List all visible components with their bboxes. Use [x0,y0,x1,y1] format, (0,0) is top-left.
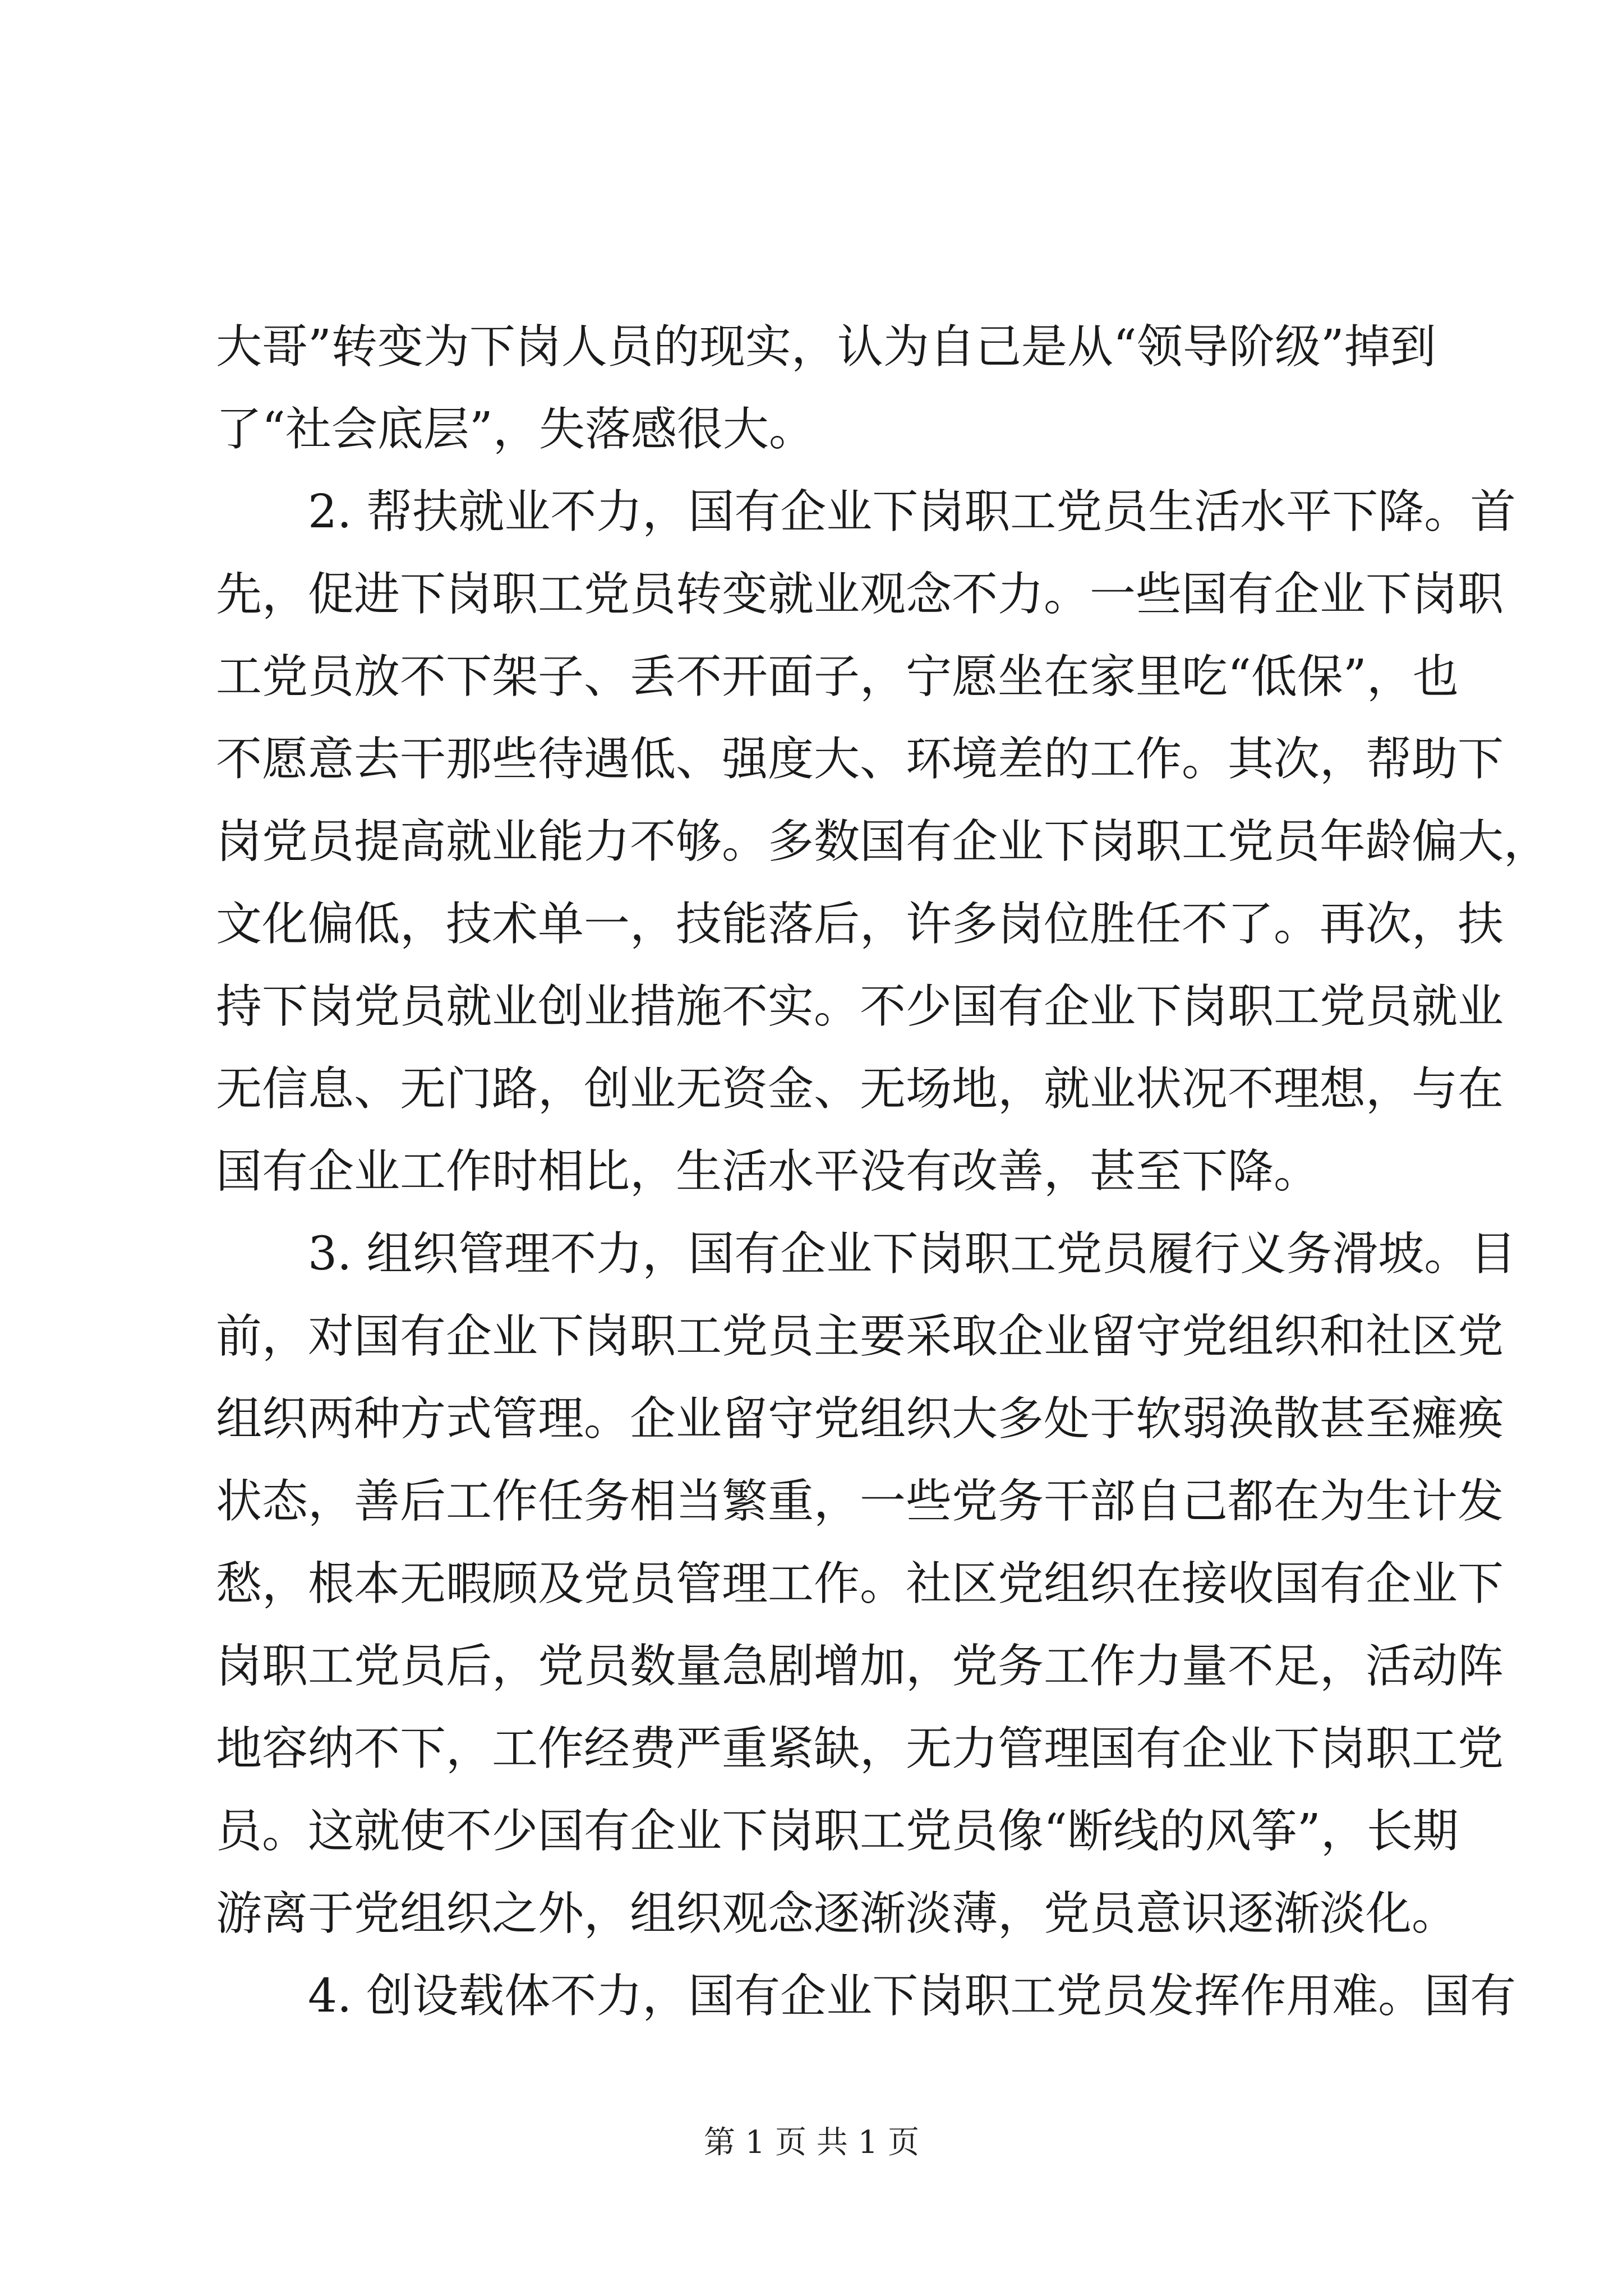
text-line: 员。这就使不少国有企业下岗职工党员像“断线的风筝”，长期 [216,1805,1459,1858]
paragraph-start-line: 4. 创设载体不力，国有企业下岗职工党员发挥作用难。国有 [308,1970,1516,2023]
text-line: 不愿意去干那些待遇低、强度大、环境差的工作。其次，帮助下 [216,733,1504,786]
document-body [216,306,1550,2037]
paragraph-start-line: 3. 组织管理不力，国有企业下岗职工党员履行义务滑坡。目 [308,1227,1516,1281]
text-line: 游离于党组织之外，组织观念逐渐淡薄，党员意识逐渐淡化。 [216,1887,1458,1940]
page-footer [0,2123,1623,2162]
text-line: 愁，根本无暇顾及党员管理工作。社区党组织在接收国有企业下 [216,1557,1504,1611]
text-line: 前，对国有企业下岗职工党员主要采取企业留守党组织和社区党 [216,1310,1504,1363]
text-line: 持下岗党员就业创业措施不实。不少国有企业下岗职工党员就业 [216,980,1504,1033]
text-line: 工党员放不下架子、丢不开面子，宁愿坐在家里吃“低保”，也 [216,650,1459,703]
text-line: 文化偏低，技术单一，技能落后，许多岗位胜任不了。再次，扶 [216,898,1504,951]
text-line: 岗党员提高就业能力不够。多数国有企业下岗职工党员年龄偏大， [216,815,1550,868]
paragraph-start-line: 2. 帮扶就业不力，国有企业下岗职工党员生活水平下降。首 [308,485,1516,539]
text-line: 了“社会底层”，失落感很大。 [216,403,815,456]
text-line: 状态，善后工作任务相当繁重，一些党务干部自己都在为生计发 [216,1475,1504,1528]
text-line: 无信息、无门路，创业无资金、无场地，就业状况不理想，与在 [216,1062,1504,1116]
text-line: 先，促进下岗职工党员转变就业观念不力。一些国有企业下岗职 [216,568,1504,621]
page-number-label: 第 1 页 共 1 页 [703,2124,920,2161]
text-line: 岗职工党员后，党员数量急剧增加，党务工作力量不足，活动阵 [216,1640,1504,1693]
text-line: 组织两种方式管理。企业留守党组织大多处于软弱涣散甚至瘫痪 [216,1392,1504,1446]
text-line: 国有企业工作时相比，生活水平没有改善，甚至下降。 [216,1145,1320,1198]
text-line: 大哥”转变为下岗人员的现实，认为自己是从“领导阶级”掉到 [216,320,1436,374]
text-line: 地容纳不下，工作经费严重紧缺，无力管理国有企业下岗职工党 [216,1722,1504,1775]
